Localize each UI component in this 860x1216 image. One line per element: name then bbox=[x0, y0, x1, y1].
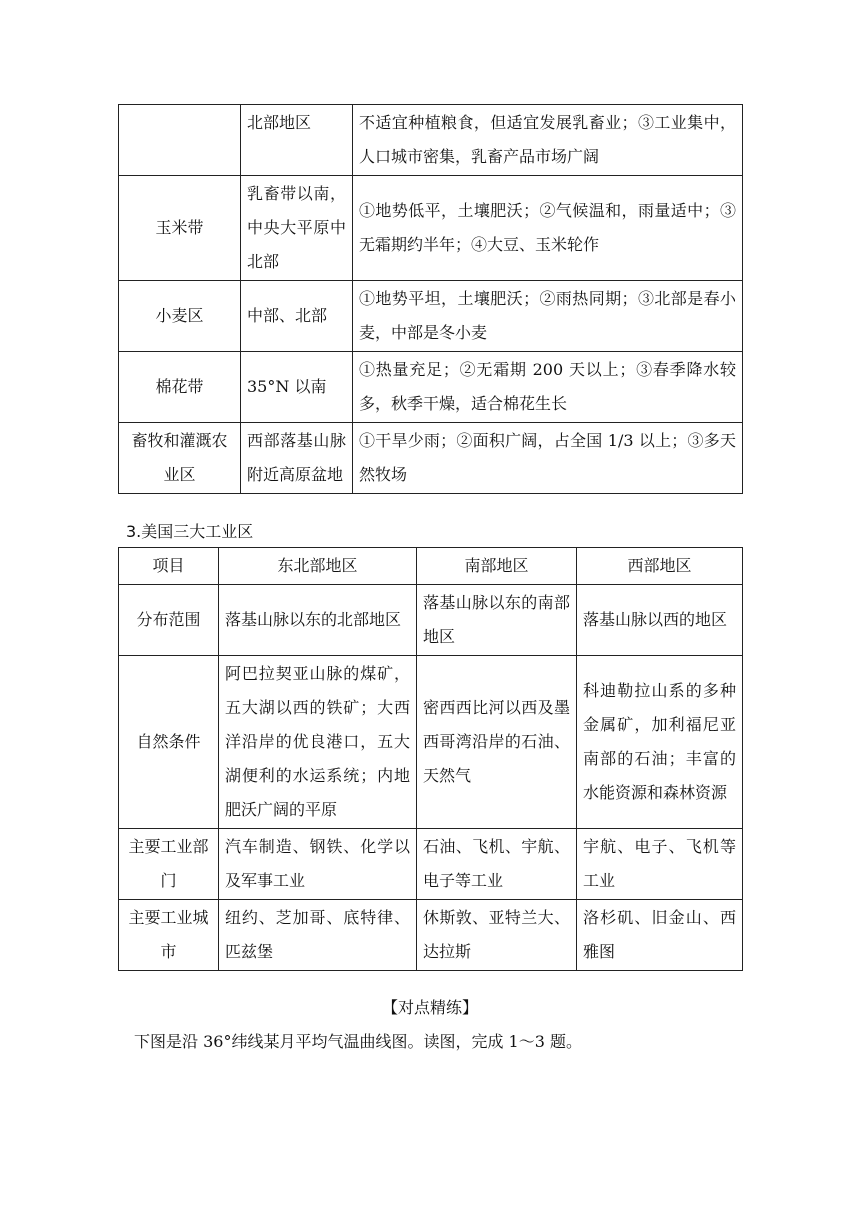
section-heading: 3.美国三大工业区 bbox=[126, 522, 254, 541]
west-cell: 洛杉矶、旧金山、西雅图 bbox=[577, 900, 743, 971]
item-cell: 主要工业城市 bbox=[119, 900, 219, 971]
location-cell: 西部落基山脉附近高原盆地 bbox=[241, 423, 353, 494]
region-name-cell: 玉米带 bbox=[119, 176, 241, 281]
south-cell: 石油、飞机、宇航、电子等工业 bbox=[417, 829, 577, 900]
northeast-cell: 阿巴拉契亚山脉的煤矿，五大湖以西的铁矿；大西洋沿岸的优良港口，五大湖便利的水运系统；内地肥沃广阔的平原 bbox=[219, 656, 417, 829]
question-text: 下图是沿 36°纬线某月平均气温曲线图。读图，完成 1～3 题。 bbox=[134, 1032, 582, 1051]
south-cell: 休斯敦、亚特兰大、达拉斯 bbox=[417, 900, 577, 971]
northeast-cell: 汽车制造、钢铁、化学以及军事工业 bbox=[219, 829, 417, 900]
header-south: 南部地区 bbox=[417, 548, 577, 585]
south-cell: 密西西比河以西及墨西哥湾沿岸的石油、天然气 bbox=[417, 656, 577, 829]
south-cell: 落基山脉以东的南部地区 bbox=[417, 585, 577, 656]
region-name-cell: 畜牧和灌溉农业区 bbox=[119, 423, 241, 494]
table-row bbox=[119, 105, 743, 176]
header-west: 西部地区 bbox=[577, 548, 743, 585]
conditions-cell: ①热量充足；②无霜期 200 天以上；③春季降水较多，秋季干燥，适合棉花生长 bbox=[353, 352, 743, 423]
table-row bbox=[119, 585, 743, 656]
location-cell: 乳畜带以南，中央大平原中北部 bbox=[241, 176, 353, 281]
northeast-cell: 落基山脉以东的北部地区 bbox=[219, 585, 417, 656]
table-header-row bbox=[119, 548, 743, 585]
table-row bbox=[119, 656, 743, 829]
practice-title: 【对点精练】 bbox=[381, 998, 478, 1017]
region-name-cell bbox=[119, 105, 241, 176]
item-cell: 自然条件 bbox=[119, 656, 219, 829]
west-cell: 落基山脉以西的地区 bbox=[577, 585, 743, 656]
region-name-cell: 小麦区 bbox=[119, 281, 241, 352]
conditions-cell: 不适宜种植粮食，但适宜发展乳畜业；③工业集中，人口城市密集，乳畜产品市场广阔 bbox=[353, 105, 743, 176]
table-row bbox=[119, 900, 743, 971]
region-name-cell: 棉花带 bbox=[119, 352, 241, 423]
table-row bbox=[119, 281, 743, 352]
conditions-cell: ①地势低平，土壤肥沃；②气候温和，雨量适中；③无霜期约半年；④大豆、玉米轮作 bbox=[353, 176, 743, 281]
item-cell: 主要工业部门 bbox=[119, 829, 219, 900]
location-cell: 北部地区 bbox=[241, 105, 353, 176]
industry-table bbox=[118, 547, 743, 971]
location-cell: 中部、北部 bbox=[241, 281, 353, 352]
conditions-cell: ①地势平坦，土壤肥沃；②雨热同期；③北部是春小麦，中部是冬小麦 bbox=[353, 281, 743, 352]
table-row bbox=[119, 829, 743, 900]
west-cell: 科迪勒拉山系的多种金属矿，加利福尼亚南部的石油；丰富的水能资源和森林资源 bbox=[577, 656, 743, 829]
table-row bbox=[119, 176, 743, 281]
header-item: 项目 bbox=[119, 548, 219, 585]
header-northeast: 东北部地区 bbox=[219, 548, 417, 585]
agriculture-table bbox=[118, 104, 743, 494]
location-cell: 35°N 以南 bbox=[241, 352, 353, 423]
table-row bbox=[119, 423, 743, 494]
west-cell: 宇航、电子、飞机等工业 bbox=[577, 829, 743, 900]
conditions-cell: ①干旱少雨；②面积广阔，占全国 1/3 以上；③多天然牧场 bbox=[353, 423, 743, 494]
table-row bbox=[119, 352, 743, 423]
northeast-cell: 纽约、芝加哥、底特律、匹兹堡 bbox=[219, 900, 417, 971]
item-cell: 分布范围 bbox=[119, 585, 219, 656]
